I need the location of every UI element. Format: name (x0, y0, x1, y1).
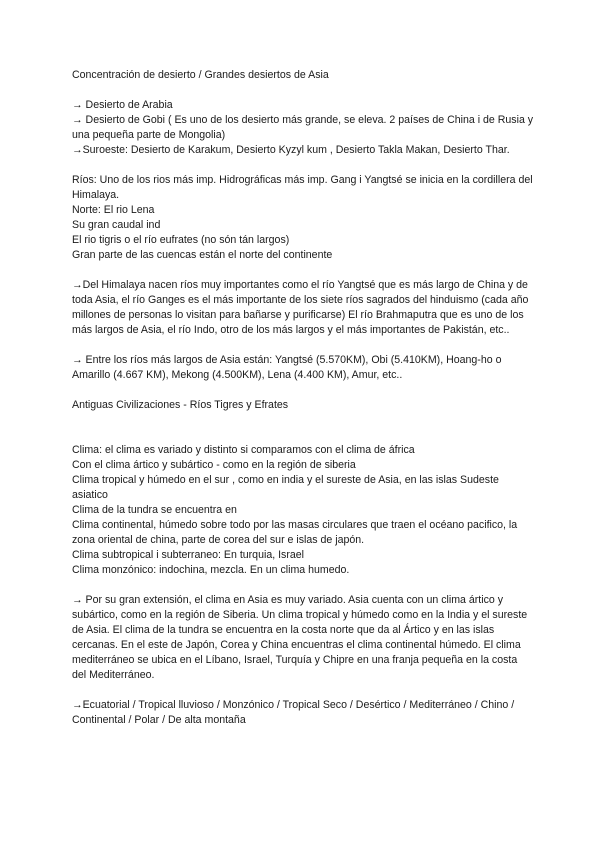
rivers-line: El rio tigris o el río eufrates (no són tán largos) (72, 234, 290, 246)
spacer (72, 578, 534, 593)
desert-item: → Desierto de Arabia (72, 99, 173, 111)
rivers-line: Norte: El rio Lena (72, 204, 155, 216)
climate-line: Clima subtropical i subterraneo: En turquia, Israel (72, 549, 304, 561)
spacer (72, 383, 534, 398)
rivers-line: Su gran caudal ind (72, 219, 161, 231)
spacer (72, 263, 534, 278)
climate-line: Clima continental, húmedo sobre todo por las masas circulares que traen el océano pacifico, la zona oriental de china, parte de corea del sur e islas de japón. (72, 519, 518, 546)
spacer (72, 158, 534, 173)
rivers-line: Gran parte de las cuencas están el norte del continente (72, 249, 333, 261)
civilizations-heading: Antiguas Civilizaciones - Ríos Tigres y Efrates (72, 399, 289, 411)
himalaya-paragraph: →Del Himalaya nacen ríos muy importantes como el río Yangtsé que es más largo de China y de toda Asia, el río Ganges es el más importante de los siete ríos sagrados del hinduismo (cada año millones de personas lo visitan para bañarse y purificarse) El río Brahmaputra que es uno de los más largos de Asia, el río Indo, otro de los más largos y el más importantes de Pakistán, etc.. (72, 279, 529, 336)
document-title: Concentración de desierto / Grandes desiertos de Asia (72, 69, 329, 81)
climate-paragraph: → Por su gran extensión, el clima en Asia es muy variado. Asia cuenta con un clima ártico y subártico, como en la región de Siberia. Un clima tropical y húmedo como en la India y el sureste de Asia. El clima de la tundra se encuentra en la costa norte que da al Ártico y en las islas cercanas. En el este de Japón, Corea y China encuentras el clima continental húmedo. El clima mediterráneo se ubica en el Líbano, Israel, Turquía y Chipre en una franja pequeña en la costa del Mediterráneo. (72, 594, 528, 681)
desert-item: → Desierto de Gobi ( Es uno de los desierto más grande, se eleva. 2 países de China i de Rusia y una pequeña parte de Mongolia) (72, 114, 534, 141)
spacer (72, 83, 534, 98)
desert-item: →Suroeste: Desierto de Karakum, Desierto Kyzyl kum , Desierto Takla Makan, Desierto Thar. (72, 144, 510, 156)
document-body (72, 68, 534, 728)
climate-line: Con el clima ártico y subártico - como en la región de siberia (72, 459, 356, 471)
climate-types: →Ecuatorial / Tropical lluvioso / Monzónico / Tropical Seco / Desértico / Mediterráneo / Chino / Continental / Polar / De alta montaña (72, 699, 515, 726)
rivers-line: Ríos: Uno de los rios más imp. Hidrográficas más imp. Gang i Yangtsé se inicia en la cordillera del Himalaya. (72, 174, 533, 201)
spacer (72, 683, 534, 698)
longest-rivers-paragraph: → Entre los ríos más largos de Asia están: Yangtsé (5.570KM), Obi (5.410KM), Hoang-ho o Amarillo (4.667 KM), Mekong (4.500KM), Lena (4.400 KM), Amur, etc.. (72, 354, 502, 381)
climate-line: Clima: el clima es variado y distinto si comparamos con el clima de áfrica (72, 444, 415, 456)
spacer (72, 338, 534, 353)
climate-line: Clima tropical y húmedo en el sur , como en india y el sureste de Asia, en las islas Sudeste asiatico (72, 474, 499, 501)
climate-line: Clima de la tundra se encuentra en (72, 504, 237, 516)
spacer (72, 413, 534, 443)
climate-line: Clima monzónico: indochina, mezcla. En un clima humedo. (72, 564, 350, 576)
